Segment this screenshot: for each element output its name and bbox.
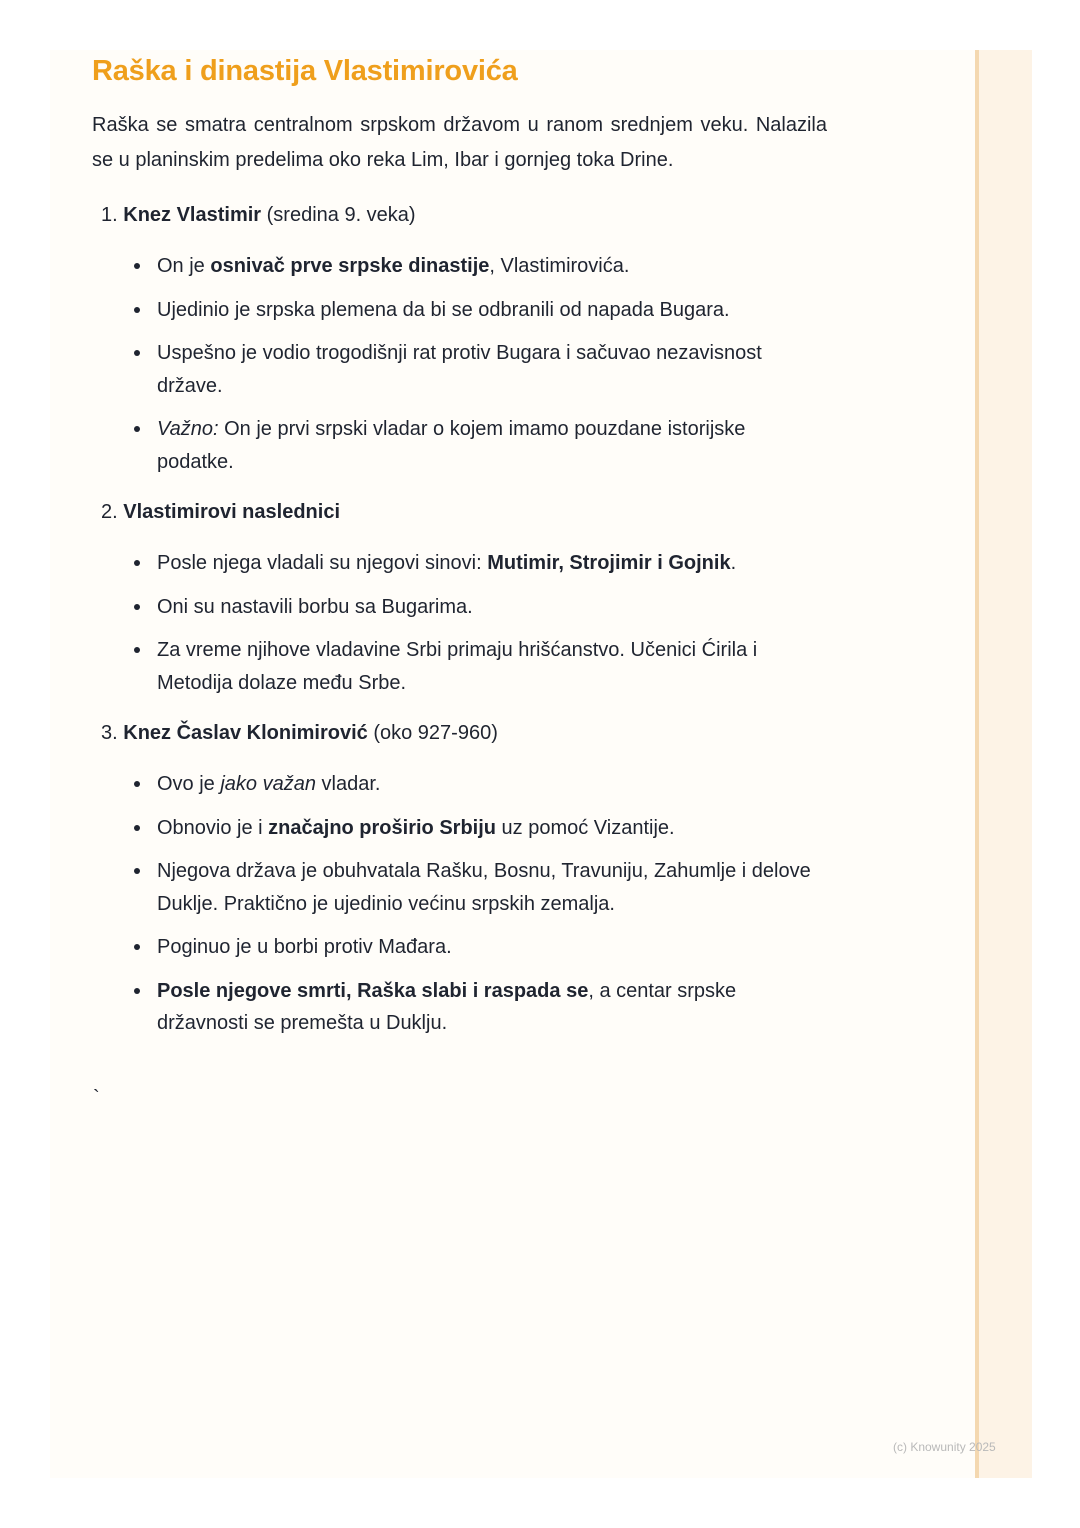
bold-text: Posle njegove smrti, Raška slabi i raspada se [157, 979, 589, 1002]
text-run: Ujedinio je srpska plemena da bi se odbranili od napada Bugara. [157, 298, 730, 321]
text-run: On je [157, 255, 211, 277]
intro-paragraph: Raška se smatra centralnom srpskom državom u ranom srednjem veku. Nalazila se u planinskim predelima oko reka Lim, Ibar i gornjeg toka Drine. [92, 114, 827, 171]
bullet-list [92, 250, 827, 478]
copyright-footer: (c) Knowunity 2025 [893, 1440, 996, 1454]
list-item [157, 413, 827, 478]
section-number: 2. [101, 501, 118, 523]
page-title: Raška i dinastija Vlastimirovića [92, 55, 518, 87]
text-run: Poginuo je u borbi protiv Mađara. [157, 936, 452, 958]
text-run: , a centar srpske državnosti se premešta u Duklju. [157, 979, 737, 1034]
stray-backtick: ` [93, 1087, 100, 1109]
list-item [157, 250, 827, 283]
list-item [157, 634, 827, 699]
list-item [157, 855, 827, 920]
text-run: Oni su nastavili borbu sa Bugarima. [157, 595, 473, 618]
section-list [92, 198, 827, 1040]
bullet-list [92, 547, 827, 699]
list-item [157, 294, 827, 327]
section-heading-suffix: (sredina 9. veka) [261, 204, 416, 226]
text-run: Uspešno je vodio trogodišnji rat protiv Bugara i sačuvao nezavisnost države. [157, 342, 762, 397]
text-run: vladar. [315, 773, 381, 795]
text-run: Posle njega vladali su njegovi sinovi: [157, 552, 488, 574]
italic-text: jako važan [220, 773, 316, 795]
list-item [157, 337, 827, 402]
section-2 [92, 495, 827, 699]
section-heading-bold: Knez Časlav Klonimirović [123, 722, 368, 744]
section-heading [92, 495, 827, 530]
section-number: 1. [101, 204, 118, 226]
text-run: Njegova država je obuhvatala Rašku, Bosnu, Travuniju, Zahumlje i delove Duklje. Praktično je ujedinio većinu srpskih zemalja. [157, 860, 811, 915]
text-run: Ovo je [157, 773, 221, 795]
section-3 [92, 716, 827, 1040]
list-item [157, 812, 827, 845]
side-strip-border [975, 50, 979, 1478]
section-heading-suffix: (oko 927-960) [367, 722, 498, 744]
section-number: 3. [101, 722, 118, 744]
section-heading-bold: Knez Vlastimir [123, 204, 262, 226]
bold-text: Mutimir, Strojimir i Gojnik [487, 552, 731, 574]
text-run: , Vlastimirovića. [489, 255, 630, 277]
text-run: Za vreme njihove vladavine Srbi primaju hrišćanstvo. Učenici Ćirila i Metodija dolaze među Srbe. [157, 639, 758, 694]
italic-text: Važno: [157, 418, 219, 440]
text-run: Obnovio je i [157, 816, 269, 839]
bold-text: značajno proširio Srbiju [268, 816, 496, 839]
list-item [157, 975, 827, 1040]
section-heading-bold: Vlastimirovi naslednici [123, 501, 340, 523]
list-item [157, 931, 827, 964]
list-item [157, 591, 827, 624]
section-1 [92, 198, 827, 478]
text-run: On je prvi srpski vladar o kojem imamo pouzdane istorijske podatke. [157, 418, 746, 473]
text-run: uz pomoć Vizantije. [495, 816, 675, 839]
section-heading [92, 716, 827, 751]
bold-text: osnivač prve srpske dinastije [210, 255, 490, 277]
side-strip [975, 50, 1032, 1478]
section-heading [92, 198, 827, 233]
list-item [157, 768, 827, 801]
bullet-list [92, 768, 827, 1040]
list-item [157, 547, 827, 580]
document-content [92, 52, 827, 1057]
text-run: . [730, 552, 737, 574]
